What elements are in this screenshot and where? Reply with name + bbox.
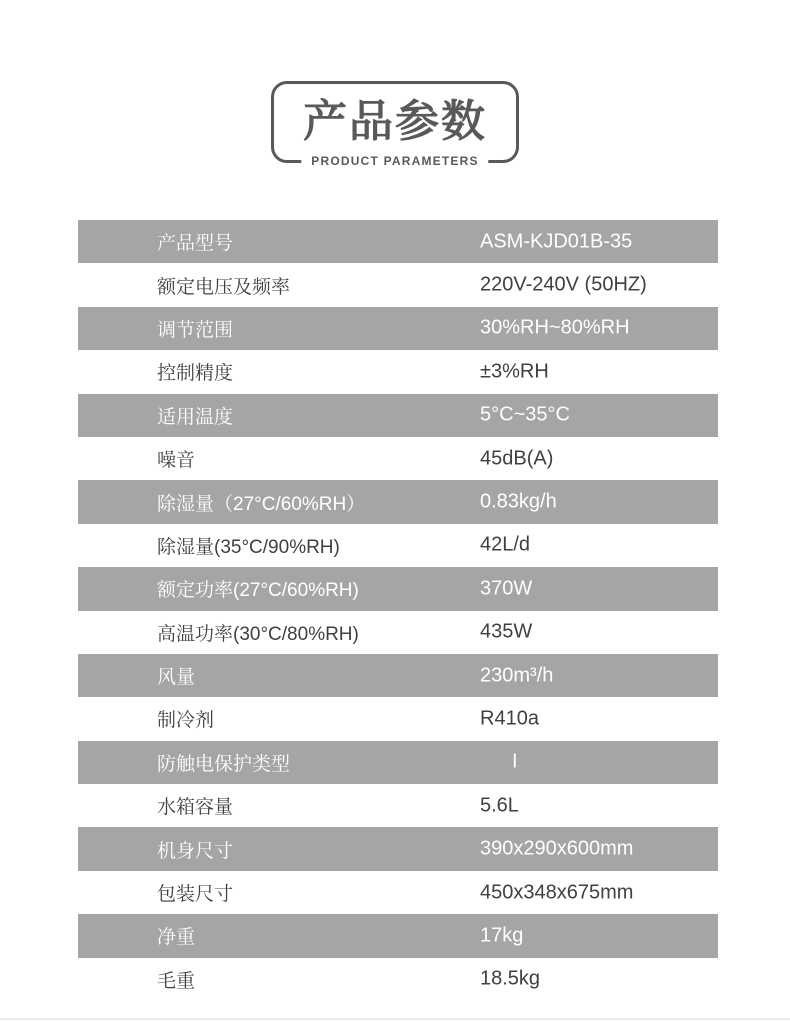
table-row [78, 263, 718, 306]
row-label: 产品型号 [157, 233, 234, 255]
row-label: 包装尺寸 [157, 884, 234, 906]
table-row [78, 654, 718, 697]
row-value: 230m³/h [480, 664, 554, 687]
row-value: ASM-KJD01B-35 [480, 230, 633, 253]
table-row [78, 394, 718, 437]
table-row [78, 914, 718, 957]
row-value: 5.6L [480, 794, 519, 817]
row-label: 高温功率(30°C/80%RH) [157, 623, 359, 645]
row-label: 噪音 [157, 450, 196, 472]
row-label: 水箱容量 [157, 797, 234, 819]
row-value: 0.83kg/h [480, 490, 557, 513]
row-value: 17kg [480, 924, 524, 947]
row-label: 风量 [157, 667, 196, 689]
table-row [78, 524, 718, 567]
row-label: 额定电压及频率 [157, 276, 291, 298]
row-value: 390x290x600mm [480, 837, 634, 860]
row-label: 控制精度 [157, 363, 234, 385]
row-label: 除湿量(35°C/90%RH) [157, 536, 340, 558]
table-row [78, 480, 718, 523]
row-value: R410a [480, 707, 539, 730]
row-label: 制冷剂 [157, 710, 215, 732]
table-row [78, 350, 718, 393]
table-row [78, 437, 718, 480]
row-label: 适用温度 [157, 406, 234, 428]
row-label: 额定功率(27°C/60%RH) [157, 580, 359, 602]
row-value: 5°C~35°C [480, 403, 570, 426]
table-row [78, 611, 718, 654]
table-row [78, 741, 718, 784]
row-value: 435W [480, 620, 533, 643]
row-value: 45dB(A) [480, 447, 554, 470]
row-label: 机身尺寸 [157, 840, 234, 862]
table-row [78, 307, 718, 350]
row-value: I [512, 750, 518, 773]
product-parameters-header [271, 81, 519, 168]
row-label: 调节范围 [157, 319, 234, 341]
row-value: 30%RH~80%RH [480, 316, 630, 339]
row-label: 除湿量（27°C/60%RH） [157, 493, 366, 515]
row-label: 防触电保护类型 [157, 753, 291, 775]
table-row [78, 827, 718, 870]
row-value: 18.5kg [480, 967, 541, 990]
table-row [78, 697, 718, 740]
table-row [78, 871, 718, 914]
page-title: 产品参数 [303, 97, 487, 146]
row-value: 450x348x675mm [480, 881, 634, 904]
table-row [78, 220, 718, 263]
row-value: 220V-240V (50HZ) [480, 273, 647, 296]
table-row [78, 784, 718, 827]
row-label: 净重 [157, 927, 196, 949]
row-value: ±3%RH [480, 360, 549, 383]
row-value: 370W [480, 577, 533, 600]
page-bottom-divider [0, 1018, 790, 1020]
spec-table [78, 220, 718, 1001]
row-value: 42L/d [480, 533, 531, 556]
row-label: 毛重 [157, 970, 196, 992]
table-row [78, 567, 718, 610]
table-row [78, 958, 718, 1001]
page-subtitle: PRODUCT PARAMETERS [301, 153, 488, 169]
